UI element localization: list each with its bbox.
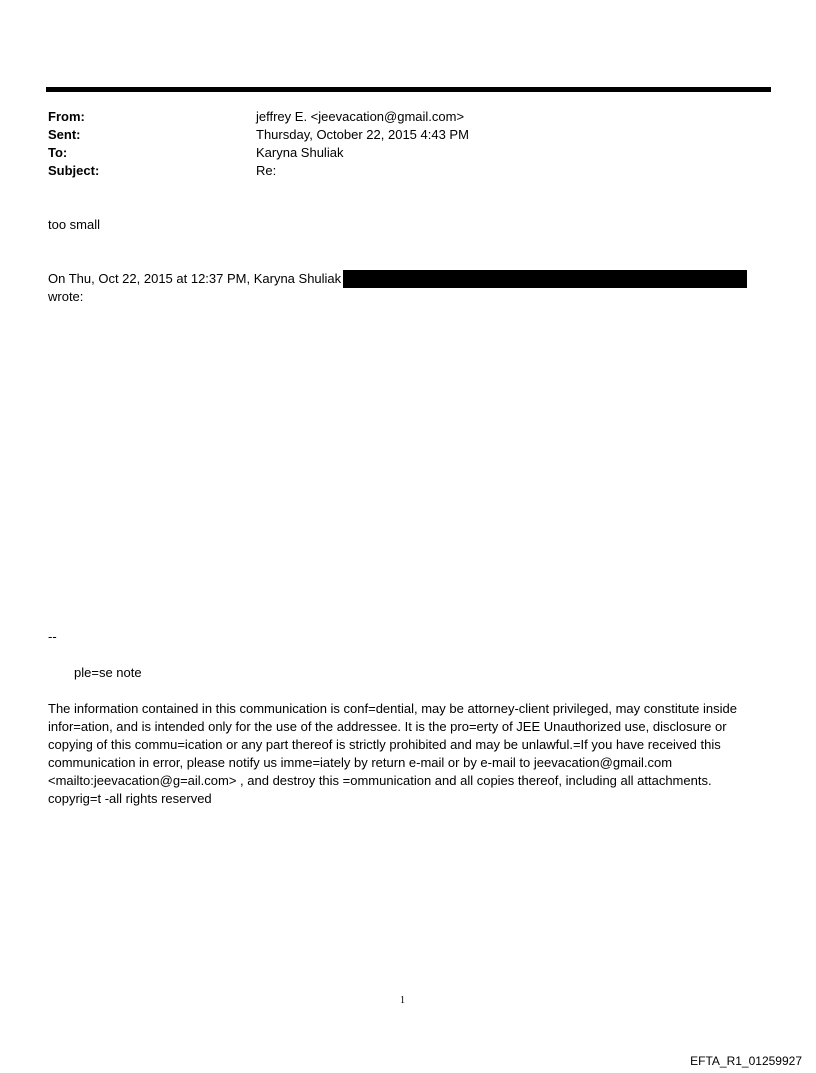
to-label: To:	[48, 145, 68, 160]
sent-label: Sent:	[48, 127, 81, 142]
email-header	[48, 108, 469, 180]
reply-text: too small	[48, 217, 101, 232]
quote-line-1: On Thu, Oct 22, 2015 at 12:37 PM, Karyna Shuliak	[48, 271, 342, 286]
to-row	[48, 144, 469, 162]
subject-label: Subject:	[48, 163, 100, 178]
from-value: jeffrey E. <jeevacation@gmail.com>	[256, 109, 465, 124]
header-rule	[46, 87, 771, 92]
from-row	[48, 108, 469, 126]
page-number: 1	[400, 995, 405, 1006]
bates-number: EFTA_R1_01259927	[690, 1054, 802, 1068]
signature-separator: --	[48, 629, 57, 644]
sent-value: Thursday, October 22, 2015 4:43 PM	[256, 127, 469, 142]
confidentiality-disclaimer: The information contained in this communication is conf=dential, may be attorney-client privileged, may constitute inside infor=ation, and is intended only for the use of the addressee. It is the pro=erty of JEE Unauthorized use, disclosure or copying of this commu=ication or any part thereof is strictly prohibited and may be unlawful.=If you have received this communication in error, please notify us imme=iately by return e-mail or by e-mail to jeevacation@gmail.com <mailto:jeevacation@g=ail.com> , and destroy this =ommunication and all copies thereof, including all attachments. copyrig=t -all rights reserved	[48, 701, 737, 806]
subject-row	[48, 162, 469, 180]
to-value: Karyna Shuliak	[256, 145, 344, 160]
redaction-box	[343, 270, 747, 288]
quote-attribution	[48, 270, 747, 288]
sent-row	[48, 126, 469, 144]
signature-note: ple=se note	[74, 665, 142, 680]
quote-line-2: wrote:	[48, 289, 84, 304]
subject-value: Re:	[256, 163, 277, 178]
from-label: From:	[48, 109, 85, 124]
